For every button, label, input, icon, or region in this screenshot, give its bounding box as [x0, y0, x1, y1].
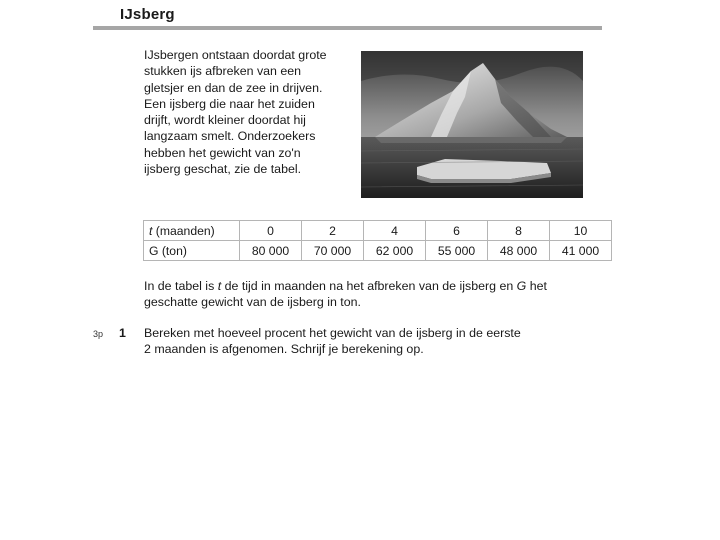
table-description — [144, 278, 604, 310]
table-cell: 6 — [426, 221, 488, 241]
intro-line: IJsbergen ontstaan doordat grote — [144, 48, 327, 62]
question-line: 2 maanden is afgenomen. Schrijf je berekening op. — [144, 342, 424, 356]
table-cell: 0 — [240, 221, 302, 241]
table-cell: 62 000 — [364, 241, 426, 261]
iceberg-photo — [361, 51, 583, 198]
table-cell: 10 — [550, 221, 612, 241]
text-span: het — [526, 279, 547, 293]
table-cell: 48 000 — [488, 241, 550, 261]
table-cell: 70 000 — [302, 241, 364, 261]
table-row — [144, 241, 612, 261]
data-table — [143, 220, 612, 261]
question-line: Bereken met hoeveel procent het gewicht van de ijsberg in de eerste — [144, 326, 521, 340]
intro-line: Een ijsberg die naar het zuiden — [144, 96, 315, 111]
unit-label: (maanden) — [152, 223, 215, 238]
intro-paragraph — [144, 47, 354, 177]
intro-line: gletsjer en dan de zee in drijven. — [144, 80, 323, 95]
intro-line: hebben het gewicht van zo'n — [144, 145, 301, 160]
table-cell: 8 — [488, 221, 550, 241]
variable-t: t — [149, 223, 153, 238]
table-cell: 55 000 — [426, 241, 488, 261]
variable-g: G — [516, 279, 527, 293]
question-points: 3p — [93, 329, 104, 339]
description-line — [144, 278, 604, 294]
row-header-g: G (ton) — [144, 241, 240, 261]
title-divider — [93, 26, 602, 30]
question-text — [144, 325, 604, 357]
intro-line: ijsberg geschat, zie de tabel. — [144, 162, 302, 177]
text-span: In de tabel is — [144, 279, 218, 293]
row-header-t — [144, 221, 240, 241]
table-cell: 2 — [302, 221, 364, 241]
table-cell: 80 000 — [240, 241, 302, 261]
variable-t: t — [217, 279, 222, 293]
table-cell: 4 — [364, 221, 426, 241]
description-line: geschatte gewicht van de ijsberg in ton. — [144, 295, 361, 309]
intro-line: stukken ijs afbreken van een — [144, 64, 302, 79]
intro-line: langzaam smelt. Onderzoekers — [144, 129, 316, 144]
table-row — [144, 221, 612, 241]
question-number: 1 — [119, 326, 126, 340]
text-span: de tijd in maanden na het afbreken van de ijsberg en — [221, 279, 517, 293]
page-title: IJsberg — [120, 6, 175, 23]
intro-line: drijft, wordt kleiner doordat hij — [144, 113, 306, 128]
table-cell: 41 000 — [550, 241, 612, 261]
